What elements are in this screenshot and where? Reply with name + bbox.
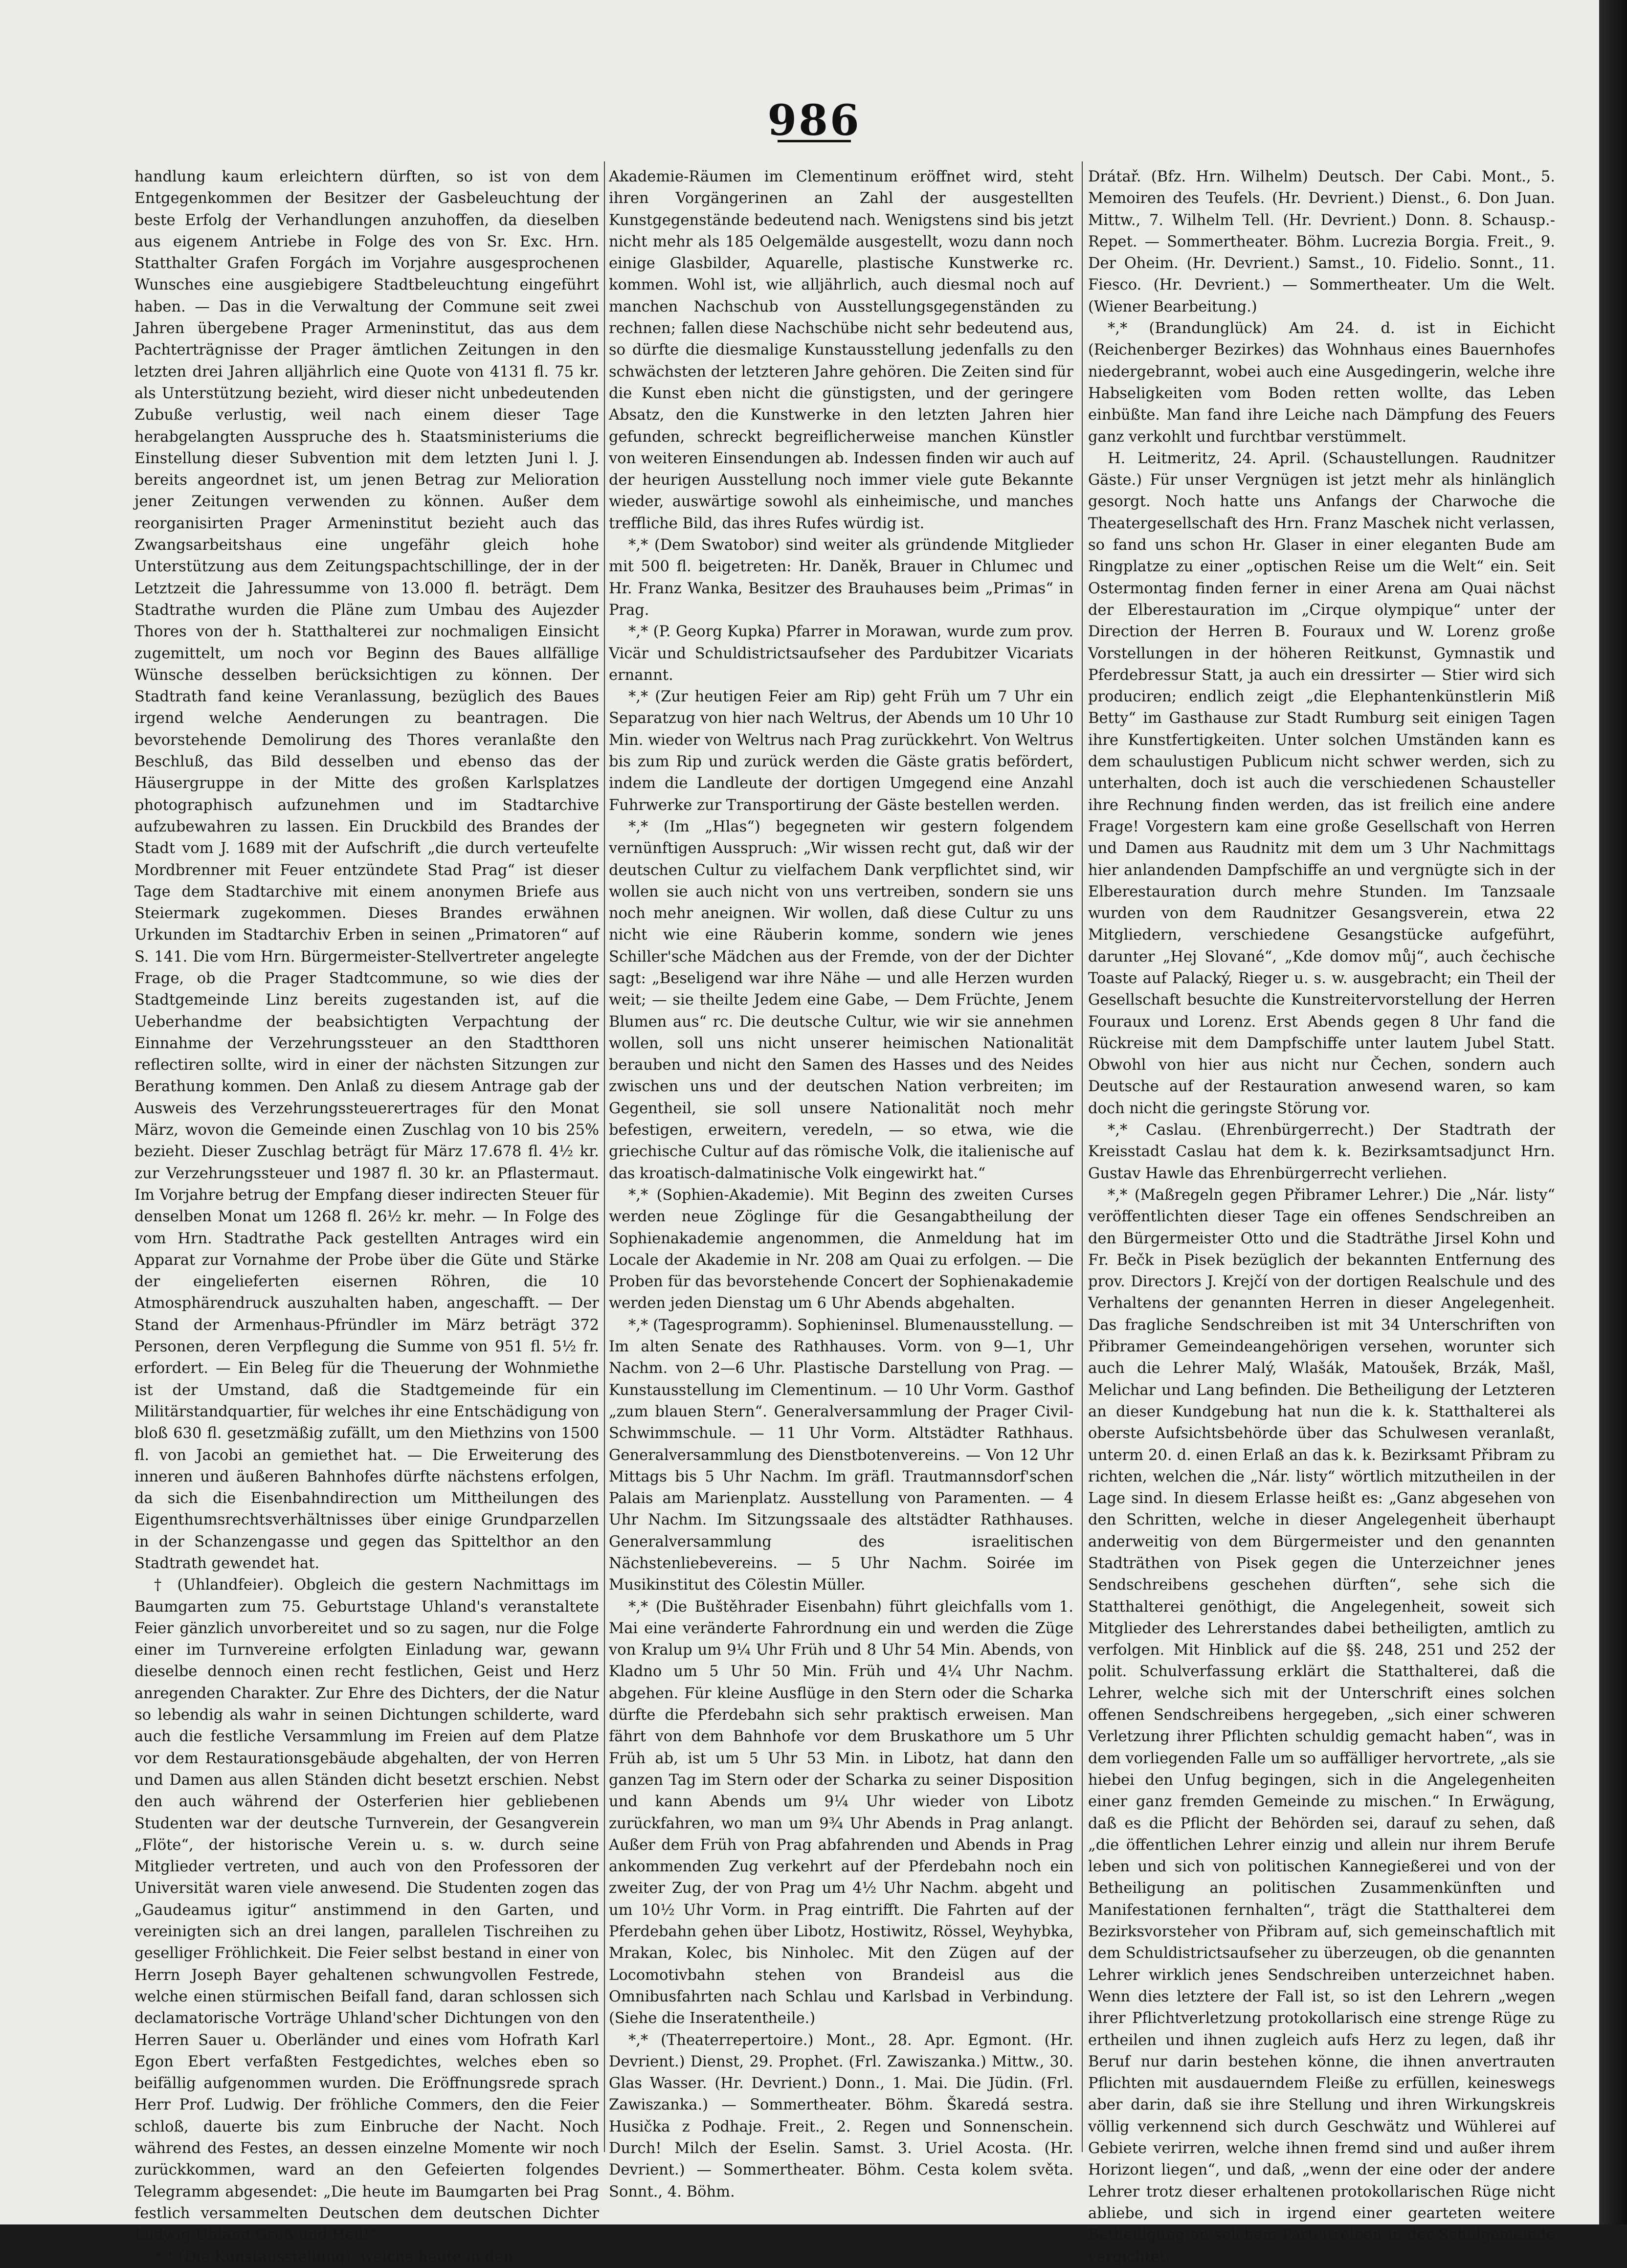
article-paragraph: *,* (Tagesprogramm). Sophieninsel. Blumenausstellung. — Im alten Senate des Rathhauses. Vorm. von 9—1, Uhr Nachm. von 2—6 Uhr. Plastische Darstellung von Prag. — Kunstausstellung im Clementinum. — 10 Uhr Vorm. Gasthof „zum blauen Stern“. Generalversammlung der Prager Civil-Schwimmschule. — 11 Uhr Vorm. Altstädter Rathhaus. Generalversammlung des Dienstbotenvereins. — Von 12 Uhr Mittags bis 5 Uhr Nachm. Im gräfl. Trautmannsdorf'schen Palais am Marienplatz. Ausstellung von Paramenten. — 4 Uhr Nachm. Im Sitzungssaale des altstädter Rathhauses. Generalversammlung des israelitischen Nächstenliebevereins. — 5 Uhr Nachm. Soirée im Musikinstitut des Cölestin Müller. (609, 1316, 1073, 1594)
column-left (134, 166, 599, 2266)
article-paragraph: *,* (Theaterrepertoire.) Mont., 28. Apr. Egmont. (Hr. Devrient.) Dienst, 29. Prophet. (Frl. Zawiszanka.) Mittw., 30. Glas Wasser. (Hr. Devrient.) Donn., 1. Mai. Die Jüdin. (Frl. Zawiszanka.) — Sommertheater. Böhm. Škaredá sestra. Husička z Podhaje. Freit., 2. Regen und Sonnenschein. Durch! Milch der Eselin. Samst. 3. Uriel Acosta. (Hr. Devrient.) — Sommertheater. Böhm. Cesta kolem světa. Sonnt., 4. Böhm. (609, 2031, 1073, 2201)
article-paragraph: Drátař. (Bfz. Hrn. Wilhelm) Deutsch. Der Cabi. Mont., 5. Memoiren des Teufels. (Hr. Devrient.) Dienst., 6. Don Juan. Mittw., 7. Wilhelm Tell. (Hr. Devrient.) Donn. 8. Schausp.-Repet. — Sommertheater. Böhm. Lucrezia Borgia. Freit., 9. Der Oheim. (Hr. Devrient.) Samst., 10. Fidelio. Sonnt., 11. Fiesco. (Hr. Devrient.) — Sommertheater. Um die Welt. (Wiener Bearbeitung.) (1088, 168, 1555, 315)
article-paragraph: *,* (Zur heutigen Feier am Rip) geht Früh um 7 Uhr ein Separatzug von hier nach Weltrus, der Abends um 10 Uhr 10 Min. wieder von Weltrus nach Prag zurückkehrt. Von Weltrus bis zum Rip und zurück werden die Gäste gratis befördert, indem die Landleute der dortigen Umgegend eine Anzahl Fuhrwerke zur Transportirung der Gäste bestellen werden. (609, 688, 1073, 814)
article-paragraph: *,* Caslau. (Ehrenbürgerrecht.) Der Stadtrath der Kreisstadt Caslau hat dem k. k. Bezirksamtsadjunct Hrn. Gustav Hawle das Ehrenbürgerrecht verliehen. (1088, 1122, 1555, 1182)
column-middle (609, 166, 1073, 2201)
column-divider (1082, 161, 1083, 2152)
article-paragraph: *,* (Dem Swatobor) sind weiter als gründende Mitglieder mit 500 fl. beigetreten: Hr. Daněk, Brauer in Chlumec und Hr. Franz Wanka, Besitzer des Brauhauses beim „Primas“ in Prag. (609, 537, 1073, 619)
page-number: 986 (767, 96, 861, 145)
article-paragraph: handlung kaum erleichtern dürften, so ist von dem Entgegenkommen der Besitzer der Gasbeleuchtung der beste Erfolg der Verhandlungen anzuhoffen, da dieselben aus eigenem Antriebe in Folge des von Sr. Exc. Hrn. Statthalter Grafen Forgách im Vorjahre ausgesprochenen Wunsches eine ausgiebigere Stadtbeleuchtung eingeführt haben. — Das in die Verwaltung der Commune seit zwei Jahren übergebene Prager Armeninstitut, das aus dem Pachterträgnisse der Prager ämtlichen Zeitungen in den letzten drei Jahren alljährlich eine Quote von 4131 fl. 75 kr. als Unterstützung bezieht, wird dieser nicht unbedeutenden Zubuße verlustig, weil nach einem dieser Tage herabgelangten Ausspruche des h. Staatsministeriums die Einstellung dieser Subvention mit dem letzten Juni l. J. bereits angeordnet ist, um jenen Betrag zur Melioration jener Zeitungen verwenden zu können. Außer dem reorganisirten Prager Armeninstitut bezieht auch das Zwangsarbeitshaus eine ungefähr gleich hohe Unterstützung aus dem Zeitungspachtschillinge, der in der Letztzeit die Jahressumme von 13.000 fl. beträgt. Dem Stadtrathe wurden die Pläne zum Umbau des Aujezder Thores von der h. Statthalterei zur nochmaligen Einsicht zugemittelt, um noch vor Beginn des Baues allfällige Wünsche desselben berücksichtigen zu können. Der Stadtrath fand keine Veranlassung, bezüglich des Baues irgend welche Aenderungen zu beantragen. Die bevorstehende Demolirung des Thores veranlaßte den Beschluß, das Bild desselben und ebenso das der Häusergruppe in der Mitte des großen Karlsplatzes photographisch aufzunehmen und im Stadtarchive aufzubewahren zu lassen. Ein Druckbild des Brandes der Stadt vom J. 1689 mit der Aufschrift „die durch verteufelte Mordbrenner mit Feuer entzündete Stad Prag“ ist dieser Tage dem Stadtarchive mit einem anonymen Briefe aus Steiermark zugekommen. Dieses Brandes erwähnen Urkunden im Stadtarchiv Erben in seinen „Primatoren“ auf S. 141. Die vom Hrn. Bürgermeister-Stellvertreter angelegte Frage, ob die Prager Stadtcommune, so wie dies der Stadtgemeinde Linz bereits zugestanden ist, auf die Ueberhandme der beabsichtigten Verpachtung der Einnahme der Verzehrungssteuer an den Stadtthoren reflectiren sollte, wird in einer der nächsten Sitzungen zur Berathung kommen. Den Anlaß zu diesem Antrage gab der Ausweis des Verzehrungssteuerertrages für den Monat März, wovon die Gemeinde einen Zuschlag von 10 bis 25% bezieht. Dieser Zuschlag beträgt für März 17.678 fl. 4½ kr. zur Verzehrungssteuer und 1987 fl. 30 kr. an Pflastermaut. Im Vorjahre betrug der Empfang dieser indirecten Steuer für denselben Monat um 1268 fl. 26½ kr. mehr. — In Folge des vom Hrn. Stadtrathe Pack gestellten Antrages wird ein Apparat zur Vornahme der Probe über die Güte und Stärke der eingelieferten eisernen Röhren, die 10 Atmosphärendruck auszuhalten haben, angeschafft. — Der Stand der Armenhaus-Pfründler im März beträgt 372 Personen, deren Verpflegung die Summe von 951 fl. 5½ fr. erfordert. — Ein Beleg für die Theuerung der Wohnmiethe ist der Umstand, daß die Stadtgemeinde für ein Militärstandquartier, für welches ihr eine Entschädigung von bloß 630 fl. gesetzmäßig zufällt, um den Miethzins von 1500 fl. von Jacobi an gemiethet hat. — Die Erweiterung des inneren und äußeren Bahnhofes dürfte nächstens erfolgen, da sich die Eisenbahndirection um Mittheilungen des Eigenthumsrechtsverhältnisses über einige Grundparzellen in der Schanzengasse und gegen das Spittelthor an den Stadtrath gewendet hat. (134, 168, 599, 1572)
article-paragraph: *,* (Im „Hlas“) begegneten wir gestern folgendem vernünftigen Ausspruch: „Wir wissen recht gut, daß wir der deutschen Cultur zu vielfachem Dank verpflichtet sind, wir wollen sie auch nicht von uns vertreiben, sondern sie uns noch mehr aneignen. Wir wollen, daß diese Cultur zu uns nicht wie eine Räuberin komme, sondern wie jenes Schiller'sche Mädchen aus der Fremde, von der der Dichter sagt: „Beseligend war ihre Nähe — und alle Herzen wurden weit; — sie theilte Jedem eine Gabe, — Dem Früchte, Jenem Blumen aus“ rc. Die deutsche Cultur, wie wir sie annehmen wollen, soll uns nicht unserer heimischen Nationalität berauben und nicht den Samen des Hasses und des Neides zwischen uns und der deutschen Nation verbreiten; im Gegentheil, sie soll unsere Nationalität noch mehr befestigen, erweitern, veredeln, — so etwa, wie die griechische Cultur auf das römische Volk, die italienische auf das kroatisch-dalmatinische Volk eingewirkt hat.“ (609, 818, 1073, 1182)
article-paragraph: *,* (Sophien-Akademie). Mit Beginn des zweiten Curses werden neue Zöglinge für die Gesangabtheilung der Sophienakademie angenommen, die Anmeldung hat im Locale der Akademie in Nr. 208 am Quai zu erfolgen. — Die Proben für das bevorstehende Concert der Sophienakademie werden jeden Dienstag um 6 Uhr Abends abgehalten. (609, 1186, 1073, 1312)
article-paragraph: H. Leitmeritz, 24. April. (Schaustellungen. Raudnitzer Gäste.) Für unser Vergnügen ist jetzt mehr als hinlänglich gesorgt. Noch hatte uns Anfangs der Charwoche die Theatergesellschaft des Hrn. Franz Maschek nicht verlassen, so fand uns schon Hr. Glaser in einer eleganten Bude am Ringplatze zu einer „optischen Reise um die Welt“ ein. Seit Ostermontag finden ferner in einer Arena am Quai nächst der Elberestauration im „Cirque olympique“ unter der Direction der Herren B. Fouraux und W. Lorenz große Vorstellungen in der höheren Reitkunst, Gymnastik und Pferdebressur Statt, ja auch ein dressirter — Stier wird sich produciren; endlich zeigt „die Elephantenkünstlerin Miß Betty“ im Gasthause zur Stadt Rumburg seit einigen Tagen ihre Kunstfertigkeiten. Unter solchen Umständen kann es dem schaulustigen Publicum nicht schwer werden, sich zu unterhalten, doch ist auch die verschiedenen Schausteller ihre Rechnung finden werden, das ist freilich eine andere Frage! Vorgestern kam eine große Gesellschaft von Herren und Damen aus Raudnitz mit dem um 3 Uhr Nachmittags hier anlandenden Dampfschiffe an und vergnügte sich in der Elberestauration durch mehre Stunden. Im Tanzsaale wurden von dem Raudnitzer Gesangsverein, etwa 22 Mitgliedern, verschiedene Gesangstücke aufgeführt, darunter „Hej Slované“, „Kde domov můj“, auch čechische Toaste auf Palacký, Rieger u. s. w. ausgebracht; ein Theil der Gesellschaft besuchte die Kunstreitervorstellung der Herren Fouraux und Lorenz. Erst Abends gegen 8 Uhr fand die Rückreise mit dem Dampfschiffe unter lautem Jubel Statt. Obwohl von hier aus nicht nur Čechen, sondern auch Deutsche auf der Restauration anwesend waren, so kam doch nicht die geringste Störung vor. (1088, 449, 1555, 1117)
article-paragraph: *,* (Die Kunstausstellung), welche heute in den (154, 2248, 513, 2266)
scan-edge-shadow (1599, 0, 1627, 2224)
article-paragraph: Akademie-Räumen im Clementinum eröffnet wird, steht ihren Vorgängerinen an Zahl der ausgestellten Kunstgegenstände bedeutend nach. Wenigstens sind bis jetzt nicht mehr als 185 Oelgemälde ausgestellt, wozu dann noch einige Glasbilder, Aquarelle, plastische Kunstwerke rc. kommen. Wohl ist, wie alljährlich, auch diesmal noch auf manchen Nachschub von Ausstellungsgegenständen zu rechnen; fallen diese Nachschübe nicht sehr bedeutend aus, so dürfte die diesmalige Kunstausstellung jedenfalls zu den schwächsten der letzteren Jahre gehören. Die Zeiten sind für die Kunst eben nicht die günstigsten, und der geringere Absatz, den die Kunstwerke in den letzten Jahren hier gefunden, schreckt begreiflicherweise manchen Künstler von weiteren Einsendungen ab. Indessen finden wir auch auf der heurigen Ausstellung noch immer viele gute Bekannte wieder, auswärtige sowohl als einheimische, und manches treffliche Bild, das ihres Rufes würdig ist. (609, 168, 1073, 532)
article-paragraph: *,* (Maßregeln gegen Přibramer Lehrer.) Die „Nár. listy“ veröffentlichten dieser Tage ein offenes Sendschreiben an den Bürgermeister Otto und die Stadträthe Jirsel Kohn und Fr. Bečk in Pisek bezüglich der bekannten Entfernung des prov. Directors J. Krejčí von der dortigen Realschule und des Verhaltens der genannten Herren in dieser Angelegenheit. Das fragliche Sendschreiben ist mit 34 Unterschriften von Přibramer Gemeindeangehörigen versehen, worunter sich auch die Lehrer Malý, Wlašák, Matoušek, Brzák, Mašl, Melichar und Lang befinden. Die Betheiligung der Letzteren an dieser Kundgebung hat nun die k. k. Statthalterei als oberste Aufsichtsbehörde über das Schulwesen veranlaßt, unterm 20. d. einen Erlaß an das k. k. Bezirksamt Přibram zu richten, welchen die „Nár. listy“ wörtlich mitzutheilen in der Lage sind. In diesem Erlasse heißt es: „Ganz abgesehen von den Schritten, welche in dieser Angelegenheit überhaupt anderweitig von dem Bürgermeister und den genannten Stadträthen von Pisek gegen die Unterzeichner jenes Sendschreibens geschehen dürften“, sehe sich die Statthalterei genöthigt, die Angelegenheit, soweit sich Mitglieder des Lehrerstandes dabei betheiligten, amtlich zu verfolgen. Mit Hinblick auf die §§. 248, 251 und 252 der polit. Schulverfassung erklärt die Statthalterei, daß die Lehrer, welche sich mit der Unterschrift eines solchen offenen Sendschreibens hergegeben, „sich einer schweren Verletzung ihrer Pflichten schuldig gemacht haben“, was in dem vorliegenden Falle um so auffälliger hervortrete, „als sie hiebei den Unfug begingen, sich in die Angelegenheiten einer ganz fremden Gemeinde zu mischen.“ In Erwägung, daß es die Pflicht der Behörden sei, darauf zu sehen, daß „die öffentlichen Lehrer einzig und allein nur ihrem Berufe leben und sich von politischen Kannegießerei und von der Betheiligung an politischen Zusammenkünften und Manifestationen fernhalten“, trägt die Statthalterei dem Bezirksvorsteher von Přibram auf, sich gemeinschaftlich mit dem Schuldistrictsaufseher zu überzeugen, ob die genannten Lehrer wirklich jenes Sendschreiben unterzeichnet haben. Wenn dies letztere der Fall ist, so ist den Lehrern „wegen ihrer Pflichtverletzung protokollarisch eine strenge Rüge zu ertheilen und ihnen zugleich aufs Herz zu legen, daß ihr Beruf nur darin bestehen könne, die ihnen anvertrauten Pflichten mit ausdauerndem Fleiße zu erfüllen, keineswegs aber darin, daß sie ihre Stellung und ihren Wirkungskreis völlig verkennend sich durch Geschwätz und Wühlerei auf Gebiete verirren, welche ihnen fremd sind und außer ihrem Horizont liegen“, und daß, „wenn der eine oder der andere Lehrer trotz dieser erhaltenen protokollarischen Rüge nicht abliebe, und sich in irgend einer gearteten weitere Betheiligung an solchem Parteitreiben in der Schulgemeinde vergichtet, (1088, 1186, 1555, 2266)
article-paragraph: *,* (Die Buštěhrader Eisenbahn) führt gleichfalls vom 1. Mai eine veränderte Fahrordnung ein und werden die Züge von Kralup um 9¼ Uhr Früh und 8 Uhr 54 Min. Abends, von Kladno um 5 Uhr 50 Min. Früh und 4¼ Uhr Nachm. abgehen. Für kleine Ausflüge in den Stern oder die Scharka dürfte die Pferdebahn sich sehr praktisch erweisen. Man fährt von dem Bahnhofe vor dem Bruskathore um 5 Uhr Früh ab, ist um 5 Uhr 53 Min. in Libotz, hat dann den ganzen Tag im Stern oder der Scharka zu seiner Disposition und kann Abends um 9¼ Uhr wieder von Libotz zurückfahren, wo man um 9¾ Uhr Abends in Prag anlangt. Außer dem Früh von Prag abfahrenden und Abends in Prag ankommenden Zug verkehrt auf der Pferdebahn noch ein zweiter Zug, der von Prag um 4½ Uhr Nachm. abgeht und um 10½ Uhr Vorm. in Prag eintrifft. Die Fahrten auf der Pferdebahn gehen über Libotz, Hostiwitz, Rössel, Weyhybka, Mrakan, Kolec, bis Ninholec. Mit den Zügen auf der Locomotivbahn stehen von Brandeisl aus die Omnibusfahrten nach Schlau und Karlsbad in Verbindung. (Siehe die Inseratentheile.) (609, 1598, 1073, 2027)
article-paragraph: *,* (Brandunglück) Am 24. d. ist in Eichicht (Reichenberger Bezirkes) das Wohnhaus eines Bauernhofes niedergebrannt, wobei auch eine Ausgedingerin, welche ihre Habseligkeiten vom Boden retten wollte, das Leben einbüßte. Man fand ihre Leiche nach Dämpfung des Feuers ganz verkohlt und furchtbar verstümmelt. (1088, 320, 1555, 446)
article-paragraph: *,* (P. Georg Kupka) Pfarrer in Morawan, wurde zum prov. Vicär und Schuldistrictsaufseher des Pardubitzer Vicariats ernannt. (609, 623, 1073, 684)
column-divider (604, 161, 605, 2152)
column-right (1088, 166, 1555, 2266)
header-rule (778, 140, 851, 142)
article-paragraph: † (Uhlandfeier). Obgleich die gestern Nachmittags im Baumgarten zum 75. Geburtstage Uhland's veranstaltete Feier gänzlich unvorbereitet und so zu sagen, nur die Folge einer im Turnvereine erfolgten Einladung war, gewann dieselbe dennoch einen recht festlichen, Geist und Herz anregenden Charakter. Zur Ehre des Dichters, der die Natur so lebendig als wahr in seinen Dichtungen schilderte, ward auch die festliche Versammlung im Freien auf dem Platze vor dem Restaurationsgebäude abgehalten, der von Herren und Damen aus allen Ständen dicht besetzt erschien. Nebst den auch während der Osterferien hier gebliebenen Studenten war der deutsche Turnverein, der Gesangverein „Flöte“, der historische Verein u. s. w. durch seine Mitglieder vertreten, und auch von den Professoren der Universität waren viele anwesend. Die Studenten zogen das „Gaudeamus igitur“ anstimmend in den Garten, und vereinigten sich an drei langen, parallelen Tischreihen zu geselliger Fröhlichkeit. Die Feier selbst bestand in einer von Herrn Joseph Bayer gehaltenen schwungvollen Festrede, welche einen stürmischen Beifall fand, daran schlossen sich declamatorische Vorträge Uhland'scher Dichtungen von den Herren Sauer u. Oberländer und eines vom Hofrath Karl Egon Ebert verfaßten Festgedichtes, welches eben so beifällig aufgenommen wurden. Die Eröffnungsrede sprach Herr Prof. Ludwig. Der fröhliche Commers, den die Feier schloß, dauerte bis zum Einbruche der Nacht. Noch während des Festes, an dessen einzelne Momente wir noch zurückkommen, ward an den Gefeierten folgendes Telegramm abgesendet: „Die heute im Baumgarten bei Prag festlich versammelten Deutschen dem deutschen Dichter Ludwig Uhland Gruß und Heil!“ (134, 1576, 599, 2244)
